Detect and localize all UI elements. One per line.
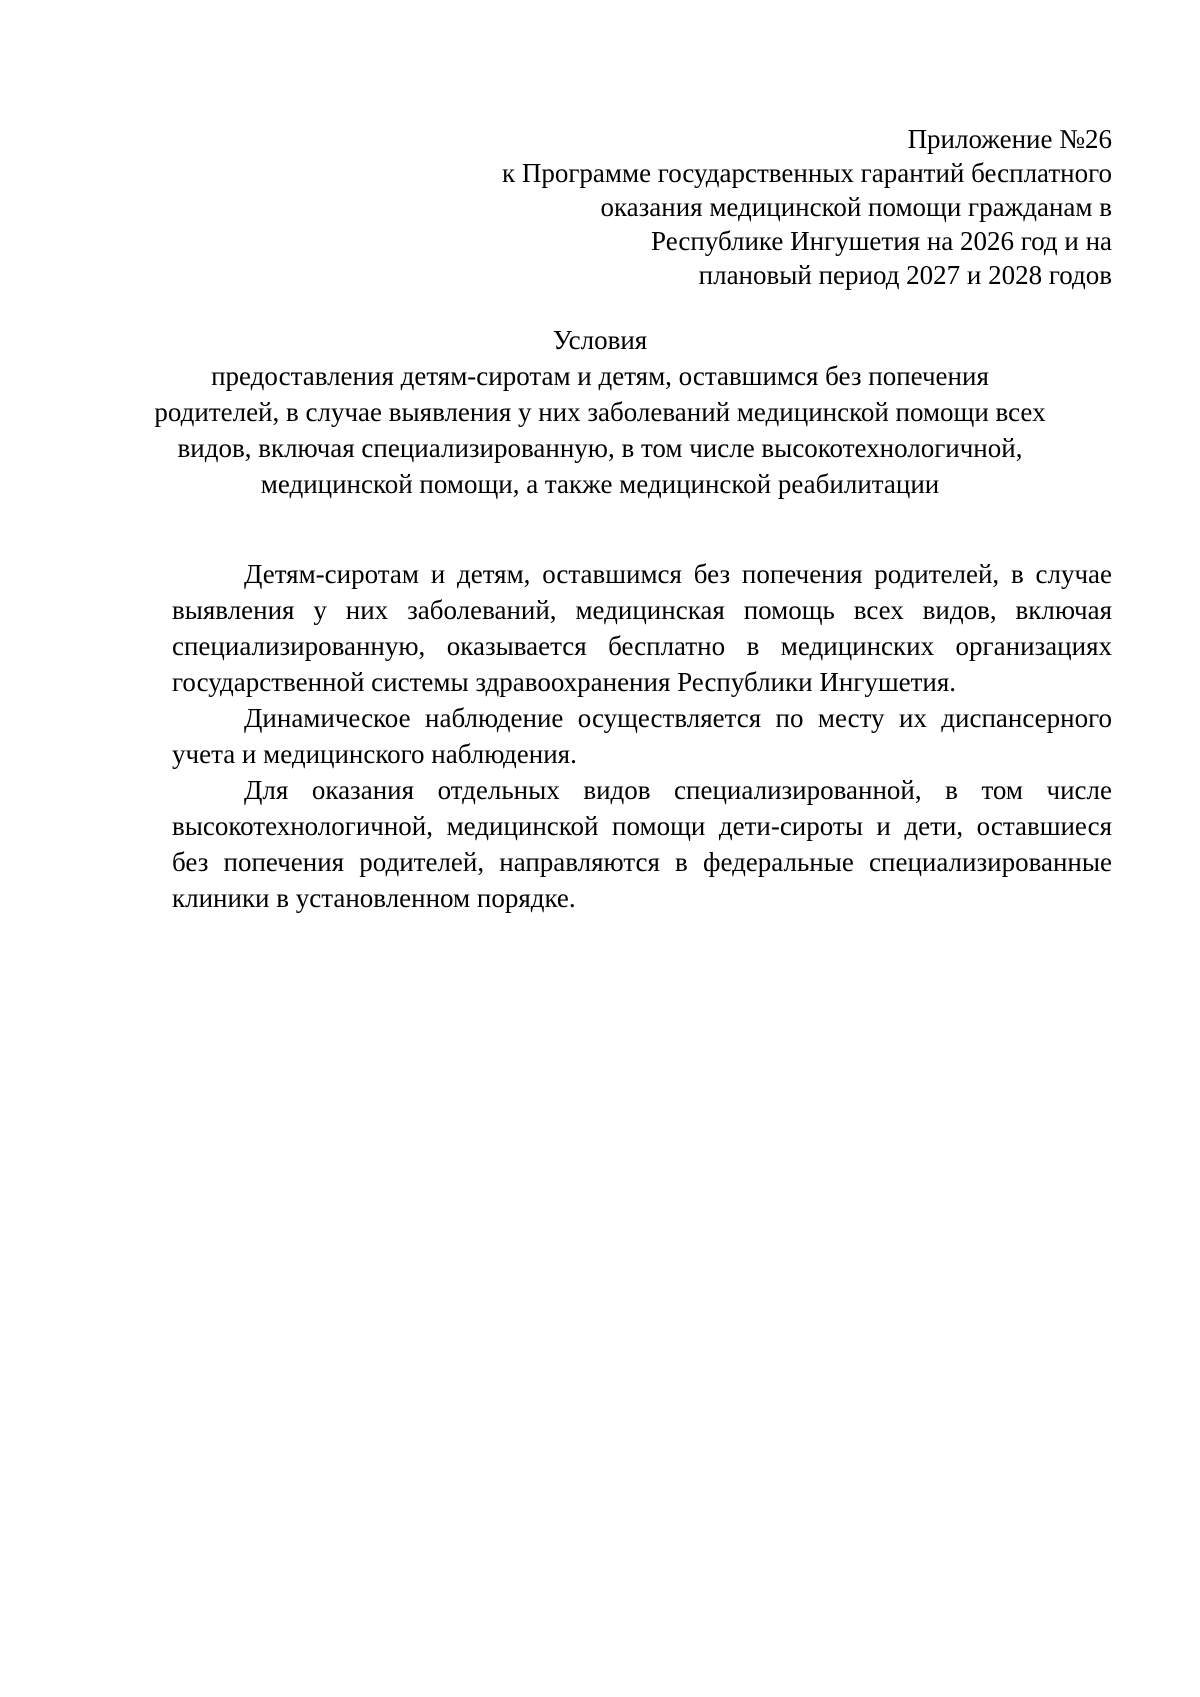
title-line: видов, включая специализированную, в том числе высокотехнологичной, [177,433,1023,463]
body-paragraph: Детям-сиротам и детям, оставшимся без попечения родителей, в случае выявления у них заболеваний, медицинская помощь всех видов, включая специализированную, оказывается бесплатно в медицинских организациях государственной системы здравоохранения Республики Ингушетия. [172,559,1112,697]
appendix-line: оказания медицинской помощи гражданам в [600,192,1112,222]
document-title [0,322,1200,502]
appendix-line: плановый период 2027 и 2028 годов [698,260,1112,290]
appendix-header [502,122,1112,292]
appendix-line: к Программе государственных гарантий бесплатного [501,158,1112,188]
body-paragraph: Для оказания отдельных видов специализированной, в том числе высокотехнологичной, медицинской помощи дети-сироты и дети, оставшиеся без попечения родителей, направляются в федеральные специализированные клиники в установленном порядке. [172,775,1112,913]
title-line: медицинской помощи, а также медицинской реабилитации [260,469,940,499]
title-heading: Условия [552,325,648,355]
document-body [172,556,1112,916]
appendix-number: Приложение №26 [907,124,1112,154]
title-line: родителей, в случае выявления у них заболеваний медицинской помощи всех [154,397,1046,427]
body-paragraph: Динамическое наблюдение осуществляется по месту их диспансерного учета и медицинского наблюдения. [172,703,1112,769]
appendix-line: Республике Ингушетия на 2026 год и на [651,226,1112,256]
title-line: предоставления детям-сиротам и детям, оставшимся без попечения [211,361,989,391]
